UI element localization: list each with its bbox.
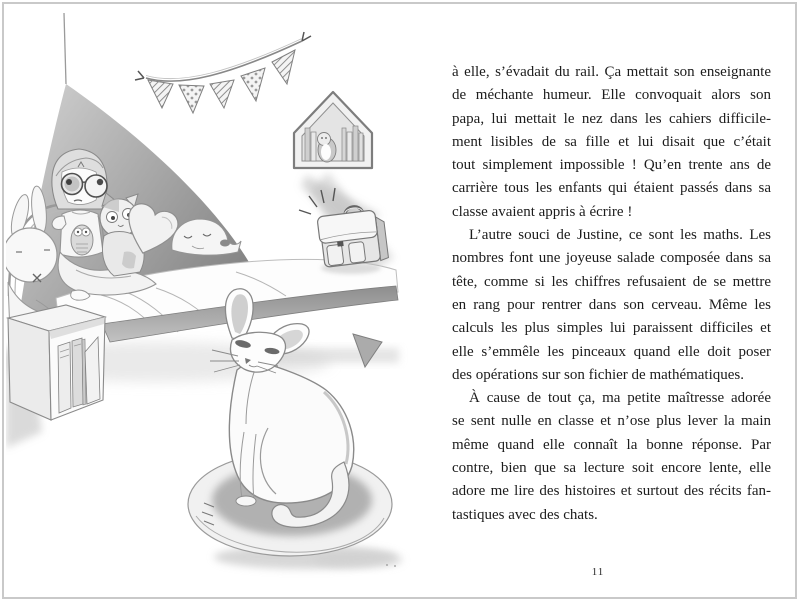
text-line: elle s’emmêle les pinceaux quand elle doit poser (452, 341, 771, 364)
text-line: des opérations sur son fichier de mathématiques. (452, 364, 771, 387)
text-line: ment lisibles de sa fille et lui disait que c’était (452, 131, 771, 154)
text-line: se sent nulle en classe et n’ose plus lever la main (452, 410, 771, 433)
paragraph (452, 61, 771, 224)
text-line: L’autre souci de Justine, ce sont les maths. Les (452, 224, 771, 247)
cube-books (58, 337, 100, 413)
text-line: À cause de tout ça, ma petite maîtresse adorée (452, 387, 771, 410)
page-number: 11 (568, 566, 628, 578)
text-line: adore me lire des histoires et surtout des récits fan- (452, 480, 771, 503)
text-line: à elle, s’évadait du rail. Ça mettait son enseignante (452, 61, 771, 84)
text-line: nombres font une joyeuse salade composée dans sa (452, 247, 771, 270)
text-line: en rang pour rentrer dans son cerveau. Même les (452, 294, 771, 317)
story-text-column (452, 61, 771, 527)
paragraph (452, 224, 771, 387)
text-line: tastiques avec des chats. (452, 504, 771, 527)
text-line: calculs les plus simples lui paraissent difficiles et (452, 317, 771, 340)
cube-bookshelf (6, 305, 105, 448)
paragraph (452, 387, 771, 527)
bedroom-illustration (6, 0, 446, 601)
text-line: papa, lui mettait le nez dans les cahiers difficile- (452, 108, 771, 131)
text-line: de méchante humeur. Elle convoquait alors son (452, 84, 771, 107)
text-line: tête, comme si les chiffres refusaient de se mettre (452, 271, 771, 294)
bedroom-illustration-svg (6, 0, 446, 601)
text-line: tout simplement impossible ! Qu’en trente ans de (452, 154, 771, 177)
text-line: contre, bien que sa lecture soit encore lente, elle (452, 457, 771, 480)
owl-print (71, 225, 93, 255)
text-line: classe avaient appris à écrire ! (452, 201, 771, 224)
text-line: carrière tous les enfants qui étaient passés dans sa (452, 177, 771, 200)
text-line: même quand elle connaît la bonne réponse. Par (452, 434, 771, 457)
pennant-garland (135, 32, 311, 113)
